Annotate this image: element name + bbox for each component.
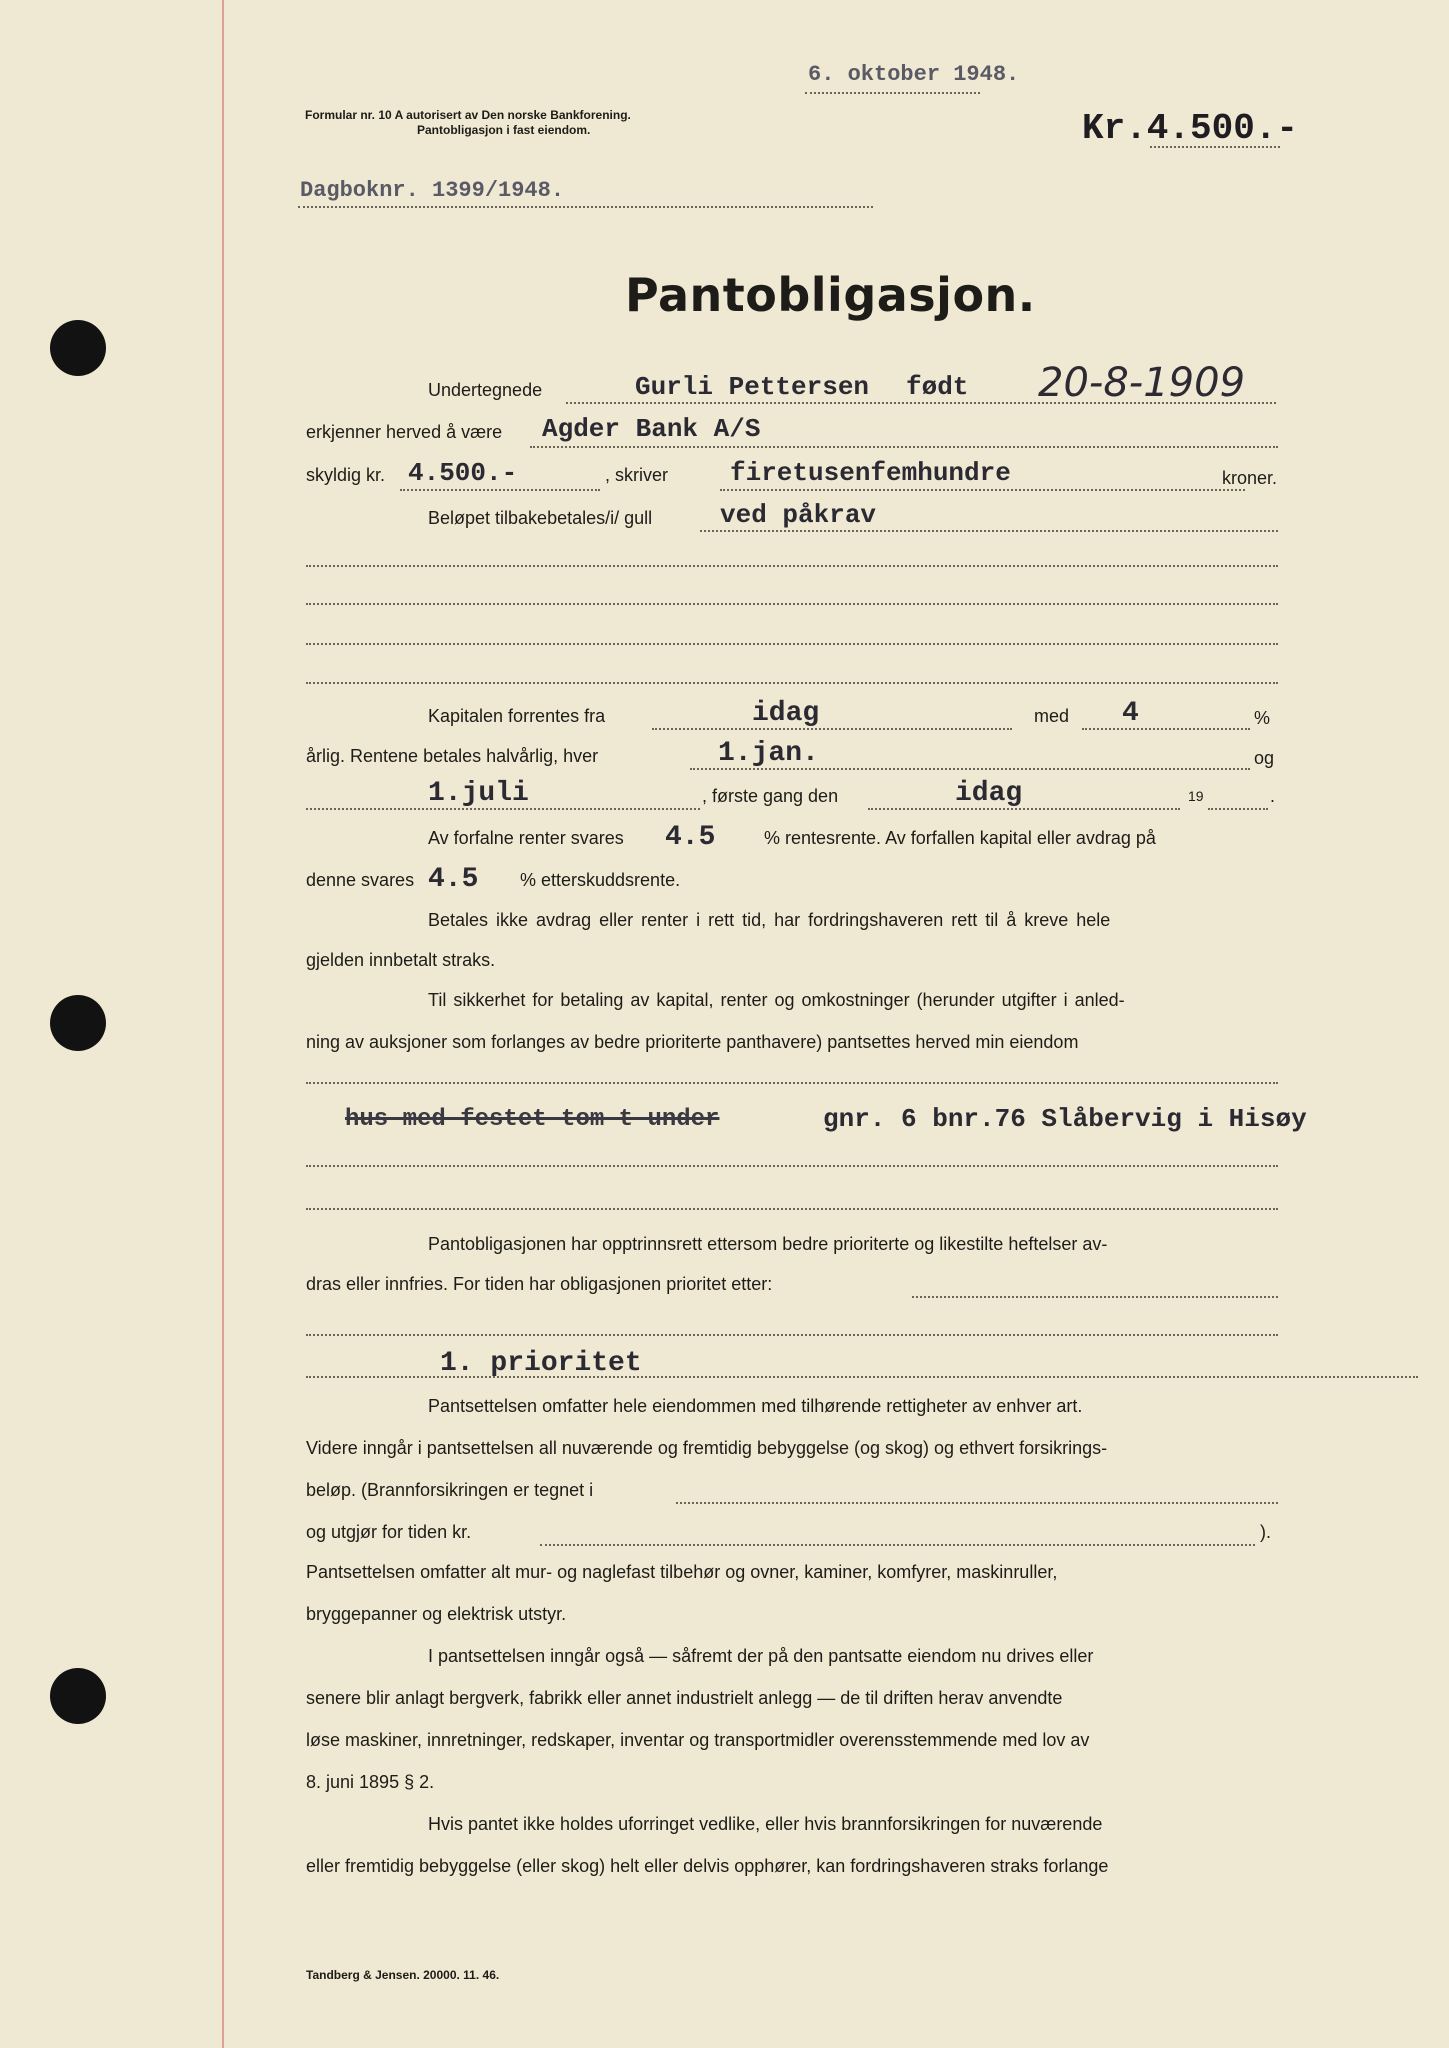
pay-date-2: 1.juli xyxy=(428,778,529,809)
paragraph-line: gjelden innbetalt straks. xyxy=(306,950,496,970)
paragraph-line: Til sikkerhet for betaling av kapital, renter og omkostninger (herunder utgifter i anled- xyxy=(428,990,1125,1010)
period: . xyxy=(1270,786,1276,806)
born-label: født xyxy=(906,372,969,402)
med-label: med xyxy=(1034,706,1070,726)
document-title: Pantobligasjon. xyxy=(625,268,1036,322)
first-payment: idag xyxy=(955,778,1023,809)
interest-rate: 4 xyxy=(1122,698,1139,729)
diary-number: Dagboknr. 1399/1948. xyxy=(300,178,565,203)
sum-digits: 4.500.- xyxy=(408,458,518,488)
debtor-name: Gurli Pettersen xyxy=(635,372,870,402)
erkjenner-label: erkjenner herved å være xyxy=(306,422,503,442)
paragraph-line: bryggepanner og elektrisk utstyr. xyxy=(306,1604,567,1624)
compound-rate: 4.5 xyxy=(665,822,716,853)
og-label: og xyxy=(1254,748,1275,768)
skriver-label: , skriver xyxy=(605,465,668,485)
paragraph-line: I pantsettelsen inngår også — såfremt der på den pantsatte eiendom nu drives eller xyxy=(428,1646,1094,1666)
interest-from: idag xyxy=(752,698,820,729)
paragraph-line: Videre inngår i pantsettelsen all nuværende og fremtidig bebyggelse (og skog) og ethvert forsikrings- xyxy=(306,1438,1108,1458)
percent-sign: % xyxy=(1254,708,1271,728)
form-type-line: Pantobligasjon i fast eiendom. xyxy=(417,123,591,137)
paragraph-line: 8. juni 1895 § 2. xyxy=(306,1772,435,1792)
date-stamp: 6. oktober 1948. xyxy=(808,62,1020,87)
margin-line xyxy=(222,0,224,2048)
sum-words: firetusenfemhundre xyxy=(730,458,1011,488)
punch-hole xyxy=(50,995,106,1051)
paragraph-line: ning av auksjoner som forlanges av bedre prioriterte panthavere) pantsettes herved min eiendom xyxy=(306,1032,1079,1052)
paragraph-line: ). xyxy=(1260,1522,1271,1542)
denne-svares-post: % etterskuddsrente. xyxy=(520,870,681,890)
paragraph-line: løse maskiner, innretninger, redskaper, inventar og transportmidler overensstemmende med lov av xyxy=(306,1730,1090,1750)
amount-header: Kr.4.500.- xyxy=(1082,108,1299,149)
paragraph-line: Betales ikke avdrag eller renter i rett tid, har fordringshaveren rett til å kreve hele xyxy=(428,910,1111,930)
property-struck: hus med festet tom t under xyxy=(345,1106,720,1133)
pay-date-1: 1.jan. xyxy=(718,738,819,769)
property-description: gnr. 6 bnr.76 Slåbervig i Hisøy xyxy=(823,1104,1307,1134)
paragraph-line: Pantobligasjonen har opptrinnsrett ettersom bedre prioriterte og likestilte heftelser av- xyxy=(428,1234,1108,1254)
punch-hole xyxy=(50,1668,106,1724)
arlig-label: årlig. Rentene betales halvårlig, hver xyxy=(306,746,599,766)
repayment-terms: ved påkrav xyxy=(720,500,877,530)
paragraph-line: Pantsettelsen omfatter alt mur- og naglefast tilbehør og ovner, kaminer, komfyrer, maskinruller, xyxy=(306,1562,1058,1582)
av-forfalne-post: % rentesrente. Av forfallen kapital eller avdrag på xyxy=(764,828,1156,848)
forste-label: , første gang den xyxy=(702,786,839,806)
av-forfalne-pre: Av forfalne renter svares xyxy=(428,828,624,848)
paragraph-line: Hvis pantet ikke holdes uforringet vedlike, eller hvis brannforsikringen for nuværende xyxy=(428,1814,1103,1834)
kroner-label: kroner. xyxy=(1222,468,1278,488)
late-rate: 4.5 xyxy=(428,864,479,895)
creditor-name: Agder Bank A/S xyxy=(542,414,761,444)
printer-imprint: Tandberg & Jensen. 20000. 11. 46. xyxy=(306,1968,500,1982)
birth-date: 20-8-1909 xyxy=(1038,360,1246,406)
paragraph-line: dras eller innfries. For tiden har obligasjonen prioritet etter: xyxy=(306,1274,773,1294)
undertegnede-label: Undertegnede xyxy=(428,380,543,400)
paragraph-line: eller fremtidig bebyggelse (eller skog) helt eller delvis opphører, kan fordringshaveren straks forlange xyxy=(306,1856,1109,1876)
form-id-line: Formular nr. 10 A autorisert av Den norske Bankforening. xyxy=(305,108,631,122)
paragraph-line: senere blir anlagt bergverk, fabrikk eller annet industrielt anlegg — de til driften herav anvendte xyxy=(306,1688,1063,1708)
year-prefix: 19 xyxy=(1188,788,1204,804)
kapitalen-label: Kapitalen forrentes fra xyxy=(428,706,606,726)
belopet-label: Beløpet tilbakebetales/i/ gull xyxy=(428,508,653,528)
denne-svares-pre: denne svares xyxy=(306,870,415,890)
priority-value: 1. prioritet xyxy=(440,1348,642,1379)
paragraph-line: Pantsettelsen omfatter hele eiendommen med tilhørende rettigheter av enhver art. xyxy=(428,1396,1083,1416)
paragraph-line: beløp. (Brannforsikringen er tegnet i xyxy=(306,1480,594,1500)
punch-hole xyxy=(50,320,106,376)
skyldig-label: skyldig kr. xyxy=(306,465,386,485)
paragraph-line: og utgjør for tiden kr. xyxy=(306,1522,472,1542)
